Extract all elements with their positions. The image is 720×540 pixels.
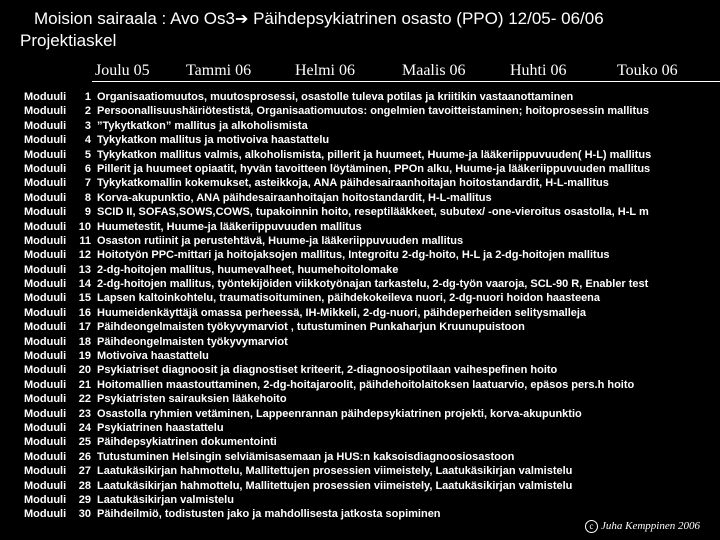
- module-label: Moduuli: [24, 234, 67, 247]
- module-row: [0, 90, 720, 104]
- module-number: 24: [78, 421, 91, 434]
- module-label: Moduuli: [24, 134, 67, 147]
- module-number: 7: [84, 177, 91, 190]
- module-list: [0, 90, 720, 522]
- module-row: [0, 378, 720, 392]
- module-description: Persoonallisuushäiriötestistä, Organisaatiomuutos: ongelmien tavoitteistaminen; hoitoprosessin mallitus: [97, 105, 649, 118]
- module-label: Moduuli: [24, 177, 67, 190]
- module-row: [0, 335, 720, 349]
- module-description: Hoitomallien maastouttaminen, 2-dg-hoitajaroolit, päihdehoitolaitoksen laatuarvio, epäsos pers.h hoito: [97, 378, 635, 391]
- module-label: Moduuli: [24, 350, 67, 363]
- module-row: [0, 464, 720, 478]
- module-row: [0, 363, 720, 377]
- module-label: Moduuli: [24, 479, 67, 492]
- module-row: [0, 392, 720, 406]
- module-row: [0, 320, 720, 334]
- module-description: SCID II, SOFAS,SOWS,COWS, tupakoinnin hoito, reseptilääkkeet, subutex/ -one-vieroitus osastolla, H-L m: [97, 206, 649, 219]
- module-label: Moduuli: [24, 378, 67, 391]
- module-label: Moduuli: [24, 436, 67, 449]
- month-label: Helmi 06: [295, 62, 355, 79]
- module-label: Moduuli: [24, 91, 67, 103]
- module-label: Moduuli: [24, 364, 67, 377]
- module-number: 28: [78, 479, 91, 492]
- module-number: 14: [78, 278, 91, 291]
- module-description: Tykykatkon mallitus ja motivoiva haastattelu: [97, 134, 330, 147]
- module-label: Moduuli: [24, 407, 67, 420]
- module-description: Päihdepsykiatrinen dokumentointi: [97, 436, 277, 449]
- module-number: 16: [78, 306, 91, 319]
- module-label: Moduuli: [24, 148, 67, 161]
- module-label: Moduuli: [24, 220, 67, 233]
- module-label: Moduuli: [24, 278, 67, 291]
- module-description: Laatukäsikirjan hahmottelu, Mallitettujen prosessien viimeistely, Laatukäsikirjan valmistelu: [97, 465, 573, 478]
- module-description: Osastolla ryhmien vetäminen, Lappeenrannan päihdepsykiatrinen projekti, korva-akupunktio: [97, 407, 582, 420]
- copyright-icon: c: [585, 520, 598, 533]
- module-number: 4: [84, 134, 91, 147]
- slide-title: [20, 8, 710, 51]
- module-number: 17: [78, 321, 91, 334]
- module-label: Moduuli: [24, 508, 67, 521]
- timeline-rule: [92, 81, 720, 82]
- module-number: 9: [84, 206, 91, 219]
- month-label: Huhti 06: [510, 62, 567, 79]
- module-row: [0, 133, 720, 147]
- module-description: Organisaatiomuutos, muutosprosessi, osastolle tuleva potilas ja kriitikin vastaanottaminen: [97, 91, 574, 103]
- module-row: [0, 148, 720, 162]
- module-number: 27: [78, 465, 91, 478]
- module-row: [0, 407, 720, 421]
- title-line-1: [20, 8, 710, 30]
- module-row: [0, 176, 720, 190]
- arrow-right-icon: ➔: [234, 11, 249, 28]
- module-label: Moduuli: [24, 191, 67, 204]
- module-number: 11: [79, 234, 91, 247]
- module-label: Moduuli: [24, 306, 67, 319]
- module-description: Pillerit ja huumeet opiaatit, hyvän tavoitteen löytäminen, PPOn alku, Huume-ja lääkeriippuvuuden mallitus: [97, 162, 651, 175]
- module-label: Moduuli: [24, 119, 67, 132]
- module-number: 18: [78, 335, 91, 348]
- module-label: Moduuli: [24, 421, 67, 434]
- module-number: 21: [78, 378, 91, 391]
- module-label: Moduuli: [24, 105, 67, 118]
- month-label: Tammi 06: [186, 62, 252, 79]
- module-description: ”Tykytkatkon” mallitus ja alkoholismista: [97, 119, 308, 132]
- module-row: [0, 349, 720, 363]
- module-row: [0, 479, 720, 493]
- module-description: Lapsen kaltoinkohtelu, traumatisoituminen, päihdekokeileva nuori, 2-dg-nuori hoidon haasteena: [97, 292, 601, 305]
- module-label: Moduuli: [24, 162, 67, 175]
- module-number: 6: [84, 162, 91, 175]
- module-label: Moduuli: [24, 249, 67, 262]
- module-description: Psykiatrinen haastattelu: [97, 421, 224, 434]
- module-description: Päihdeongelmaisten työkyvymarviot , tutustuminen Punkaharjun Kruunupuistoon: [97, 321, 525, 334]
- module-row: [0, 191, 720, 205]
- module-number: 29: [78, 493, 91, 506]
- module-label: Moduuli: [24, 335, 67, 348]
- module-row: [0, 119, 720, 133]
- module-description: Tykykatkomallin kokemukset, asteikkoja, ANA päihdesairaanhoitajan hoitostandardit, H-L-mallitus: [97, 177, 609, 190]
- copyright: [585, 520, 700, 533]
- module-number: 20: [78, 364, 91, 377]
- module-description: Huumetestit, Huume-ja lääkeriippuvuuden mallitus: [97, 220, 362, 233]
- module-number: 30: [78, 508, 91, 521]
- module-row: [0, 493, 720, 507]
- module-description: Päihdeilmiö, todistusten jako ja mahdollisesta jatkosta sopiminen: [97, 508, 441, 521]
- module-row: [0, 291, 720, 305]
- month-timeline: [0, 62, 720, 82]
- module-row: [0, 450, 720, 464]
- module-number: 15: [78, 292, 91, 305]
- module-number: 2: [84, 105, 91, 118]
- module-number: 5: [84, 148, 91, 161]
- module-label: Moduuli: [24, 321, 67, 334]
- module-number: 3: [84, 119, 91, 132]
- module-label: Moduuli: [24, 493, 67, 506]
- month-label: Touko 06: [617, 62, 678, 79]
- title-line-2: Projektiaskel: [20, 31, 117, 50]
- module-label: Moduuli: [24, 263, 67, 276]
- module-description: 2-dg-hoitojen mallitus, huumevalheet, huumehoitolomake: [97, 263, 399, 276]
- module-row: [0, 220, 720, 234]
- module-row: [0, 421, 720, 435]
- module-description: Laatukäsikirjan hahmottelu, Mallitettujen prosessien viimeistely, Laatukäsikirjan valmistelu: [97, 479, 573, 492]
- module-label: Moduuli: [24, 292, 67, 305]
- module-row: [0, 277, 720, 291]
- module-description: Psykiatriset diagnoosit ja diagnostiset kriteerit, 2-diagnoosipotilaan vaihespefinen hoito: [97, 364, 558, 377]
- module-row: [0, 306, 720, 320]
- module-label: Moduuli: [24, 465, 67, 478]
- module-label: Moduuli: [24, 206, 67, 219]
- module-row: [0, 435, 720, 449]
- module-row: [0, 263, 720, 277]
- module-row: [0, 162, 720, 176]
- module-number: 1: [84, 91, 91, 103]
- module-label: Moduuli: [24, 393, 67, 406]
- module-number: 13: [78, 263, 91, 276]
- module-number: 10: [78, 220, 91, 233]
- title-prefix: Moision sairaala : Avo Os3: [34, 9, 235, 28]
- module-description: Korva-akupunktio, ANA päihdesairaanhoitajan hoitostandardit, H-L-mallitus: [97, 191, 492, 204]
- module-number: 12: [78, 249, 91, 262]
- module-description: Päihdeongelmaisten työkyvymarviot: [97, 335, 288, 348]
- module-description: Motivoiva haastattelu: [97, 350, 209, 363]
- month-label: Maalis 06: [402, 62, 466, 79]
- module-description: Tykykatkon mallitus valmis, alkoholismista, pillerit ja huumeet, Huume-ja lääkeriippuvuuden( H-L) mallitus: [97, 148, 652, 161]
- module-description: Tutustuminen Helsingin selviämisasemaan ja HUS:n kaksoisdiagnoosiosastoon: [97, 450, 515, 463]
- module-description: Psykiatristen sairauksien lääkehoito: [97, 393, 287, 406]
- module-row: [0, 205, 720, 219]
- module-description: Osaston rutiinit ja perustehtävä, Huume-ja lääkeriippuvuuden mallitus: [97, 234, 464, 247]
- module-number: 19: [78, 350, 91, 363]
- module-description: Huumeidenkäyttäjä omassa perheessä, IH-Mikkeli, 2-dg-nuori, päihdeperheiden selitysmalleja: [97, 306, 587, 319]
- module-number: 23: [78, 407, 91, 420]
- module-description: Laatukäsikirjan valmistelu: [97, 493, 234, 506]
- title-suffix: Päihdepsykiatrinen osasto (PPO) 12/05- 06/06: [248, 9, 604, 28]
- module-description: Hoitotyön PPC-mittari ja hoitojaksojen mallitus, Integroitu 2-dg-hoito, H-L ja 2-dg-hoitojen mallitus: [97, 249, 610, 262]
- module-row: [0, 104, 720, 118]
- module-number: 8: [84, 191, 91, 204]
- module-row: [0, 248, 720, 262]
- module-number: 25: [78, 436, 91, 449]
- month-label: Joulu 05: [95, 62, 150, 79]
- copyright-text: Juha Kemppinen 2006: [601, 520, 700, 532]
- module-row: [0, 234, 720, 248]
- module-number: 22: [78, 393, 91, 406]
- module-label: Moduuli: [24, 450, 67, 463]
- module-description: 2-dg-hoitojen mallitus, työntekijöiden viikkotyönajan tarkastelu, 2-dg-työn vaaroja, SCL-90 R, Enabler test: [97, 278, 649, 291]
- module-number: 26: [78, 450, 91, 463]
